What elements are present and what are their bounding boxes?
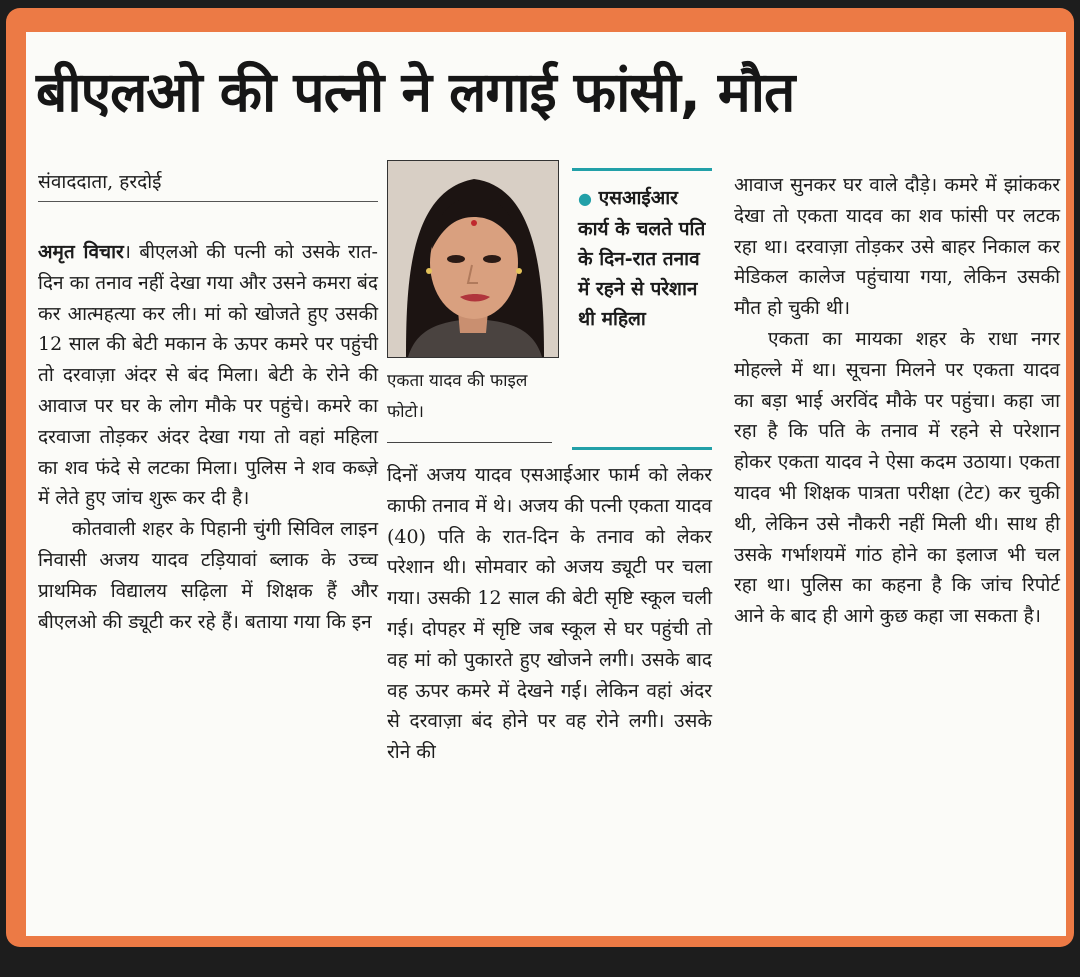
highlight-box: [572, 168, 712, 450]
article-paragraph: दिनों अजय यादव एसआईआर फार्म को लेकर काफी तनाव में थे। अजय की पत्नी एकता यादव (40) पति के रात-दिन के तनाव को लेकर परेशान थी। सोमवार को अजय ड्यूटी पर चला गया। उसकी 12 साल की बेटी सृष्टि स्कूल चली गई। दोपहर में सृष्टि जब स्कूल से घर पहुंची तो वह मां को पुकारते हुए खोजने लगी। उसके बाद वह ऊपर कमरे में देखने गई। लेकिन वहां अंदर से दरवाज़ा बंद होने पर वह रोने लगी। उसके रोने की: [387, 464, 712, 764]
photo-caption: एकता यादव की फाइल फोटो।: [387, 371, 528, 422]
article-paragraph: आवाज सुनकर घर वाले दौड़े। कमरे में झांककर देखा तो एकता यादव का शव फांसी पर लटक रहा था। दरवाज़ा तोड़कर उसे बाहर निकाल कर मेडिकल कालेज पहुंचाया गया, लेकिन उसकी मौत हो चुकी थी।: [734, 174, 1060, 320]
bullet-icon: ●: [578, 189, 592, 208]
article-paragraph: एकता का मायका शहर के राधा नगर मोहल्ले में था। सूचना मिलने पर एकता यादव का बड़ा भाई अरविंद मौके पर पहुंचा। कहा जा रहा है कि पति के तनाव में रहने से परेशान होकर एकता यादव ने ऐसा कदम उठाया। एकता यादव भी शिक्षक पात्रता परीक्षा (टेट) कर चुकी थी, लेकिन उसे नौकरी नहीं मिली थी। साथ ही उसके गर्भाशयमें गांठ होने का इलाज भी चल रहा था। पुलिस का कहना है कि जांच रिपोर्ट आने के बाद ही आगे कुछ कहा जा सकता है।: [734, 327, 1060, 628]
page-frame: [6, 8, 1074, 947]
byline: संवाददाता, हरदोई: [38, 167, 378, 202]
highlight-text-block: [578, 183, 708, 334]
portrait-image: [388, 161, 558, 357]
lead-source: अमृत विचार: [38, 241, 124, 263]
file-photo: [387, 160, 559, 358]
paragraph-text: । बीएलओ की पत्नी को उसके रात-दिन का तनाव नहीं देखा गया और उसने कमरा बंद कर आत्महत्या कर ली। मां को खोजते हुए उसकी 12 साल की बेटी मकान के ऊपर कमरे पर पहुंची तो दरवाज़ा अंदर से बंद मिला। बेटी के रोने की आवाज पर घर के लोग मौके पर पहुंचे। कमरे का दरवाजा तोड़कर अंदर देखा गया तो वहां महिला का शव फंदे से लटका मिला। पुलिस ने शव कब्ज़े में लेते हुए जांच शुरू कर दी है।: [38, 241, 378, 510]
article-column-3: [734, 170, 1060, 632]
newspaper-clipping: [26, 32, 1066, 936]
article-paragraph: [38, 237, 378, 514]
headline: बीएलओ की पत्नी ने लगाई फांसी, मौत: [36, 60, 795, 124]
article-column-1: [38, 237, 378, 637]
highlight-text: एसआईआर कार्य के चलते पति के दिन-रात तनाव में रहने से परेशान थी महिला: [578, 187, 706, 330]
divider: [387, 442, 552, 443]
article-column-2: [387, 460, 712, 768]
article-paragraph: कोतवाली शहर के पिहानी चुंगी सिविल लाइन निवासी अजय यादव टड़ियावां ब्लाक के उच्च प्राथमिक विद्यालय सढ़िला में शिक्षक हैं और बीएलओ की ड्यूटी कर रहे हैं। बताया गया कि इन: [38, 518, 378, 633]
